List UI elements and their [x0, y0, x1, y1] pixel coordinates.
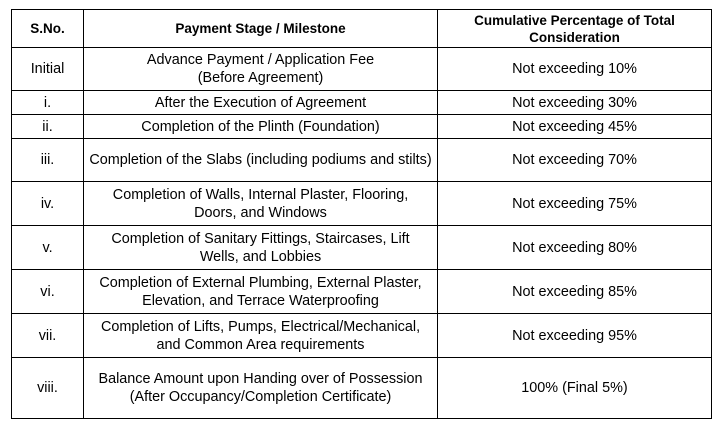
row-percentage: Not exceeding 80%	[438, 226, 712, 270]
row-sno: ii.	[12, 115, 84, 139]
header-sno: S.No.	[12, 10, 84, 48]
row-stage: Completion of the Slabs (including podiums and stilts)	[84, 139, 438, 182]
table-row	[12, 226, 712, 270]
row-sno: v.	[12, 226, 84, 270]
row-sno: viii.	[12, 358, 84, 419]
header-stage: Payment Stage / Milestone	[84, 10, 438, 48]
row-stage: Completion of Lifts, Pumps, Electrical/Mechanical, and Common Area requirements	[84, 314, 438, 358]
row-stage: Balance Amount upon Handing over of Possession (After Occupancy/Completion Certificate)	[84, 358, 438, 419]
row-stage: Advance Payment / Application Fee (Before Agreement)	[84, 48, 438, 91]
row-stage: Completion of External Plumbing, External Plaster, Elevation, and Terrace Waterproofing	[84, 270, 438, 314]
table-row	[12, 314, 712, 358]
row-sno: i.	[12, 91, 84, 115]
row-stage: Completion of Walls, Internal Plaster, Flooring, Doors, and Windows	[84, 182, 438, 226]
header-percentage: Cumulative Percentage of Total Consideration	[438, 10, 712, 48]
row-stage: After the Execution of Agreement	[84, 91, 438, 115]
row-sno: vi.	[12, 270, 84, 314]
table-row	[12, 358, 712, 419]
table-row	[12, 91, 712, 115]
row-sno: Initial	[12, 48, 84, 91]
table-row	[12, 270, 712, 314]
table-row	[12, 139, 712, 182]
payment-schedule-container	[11, 9, 712, 419]
row-percentage: Not exceeding 75%	[438, 182, 712, 226]
row-stage: Completion of the Plinth (Foundation)	[84, 115, 438, 139]
row-sno: iv.	[12, 182, 84, 226]
row-percentage: Not exceeding 85%	[438, 270, 712, 314]
table-row	[12, 48, 712, 91]
row-percentage: Not exceeding 95%	[438, 314, 712, 358]
row-sno: iii.	[12, 139, 84, 182]
row-percentage: Not exceeding 45%	[438, 115, 712, 139]
table-body	[12, 48, 712, 419]
row-percentage: 100% (Final 5%)	[438, 358, 712, 419]
row-stage: Completion of Sanitary Fittings, Staircases, Lift Wells, and Lobbies	[84, 226, 438, 270]
row-sno: vii.	[12, 314, 84, 358]
payment-schedule-table	[11, 9, 712, 419]
row-percentage: Not exceeding 30%	[438, 91, 712, 115]
row-percentage: Not exceeding 70%	[438, 139, 712, 182]
table-row	[12, 182, 712, 226]
header-row	[12, 10, 712, 48]
table-row	[12, 115, 712, 139]
table-header	[12, 10, 712, 48]
row-percentage: Not exceeding 10%	[438, 48, 712, 91]
